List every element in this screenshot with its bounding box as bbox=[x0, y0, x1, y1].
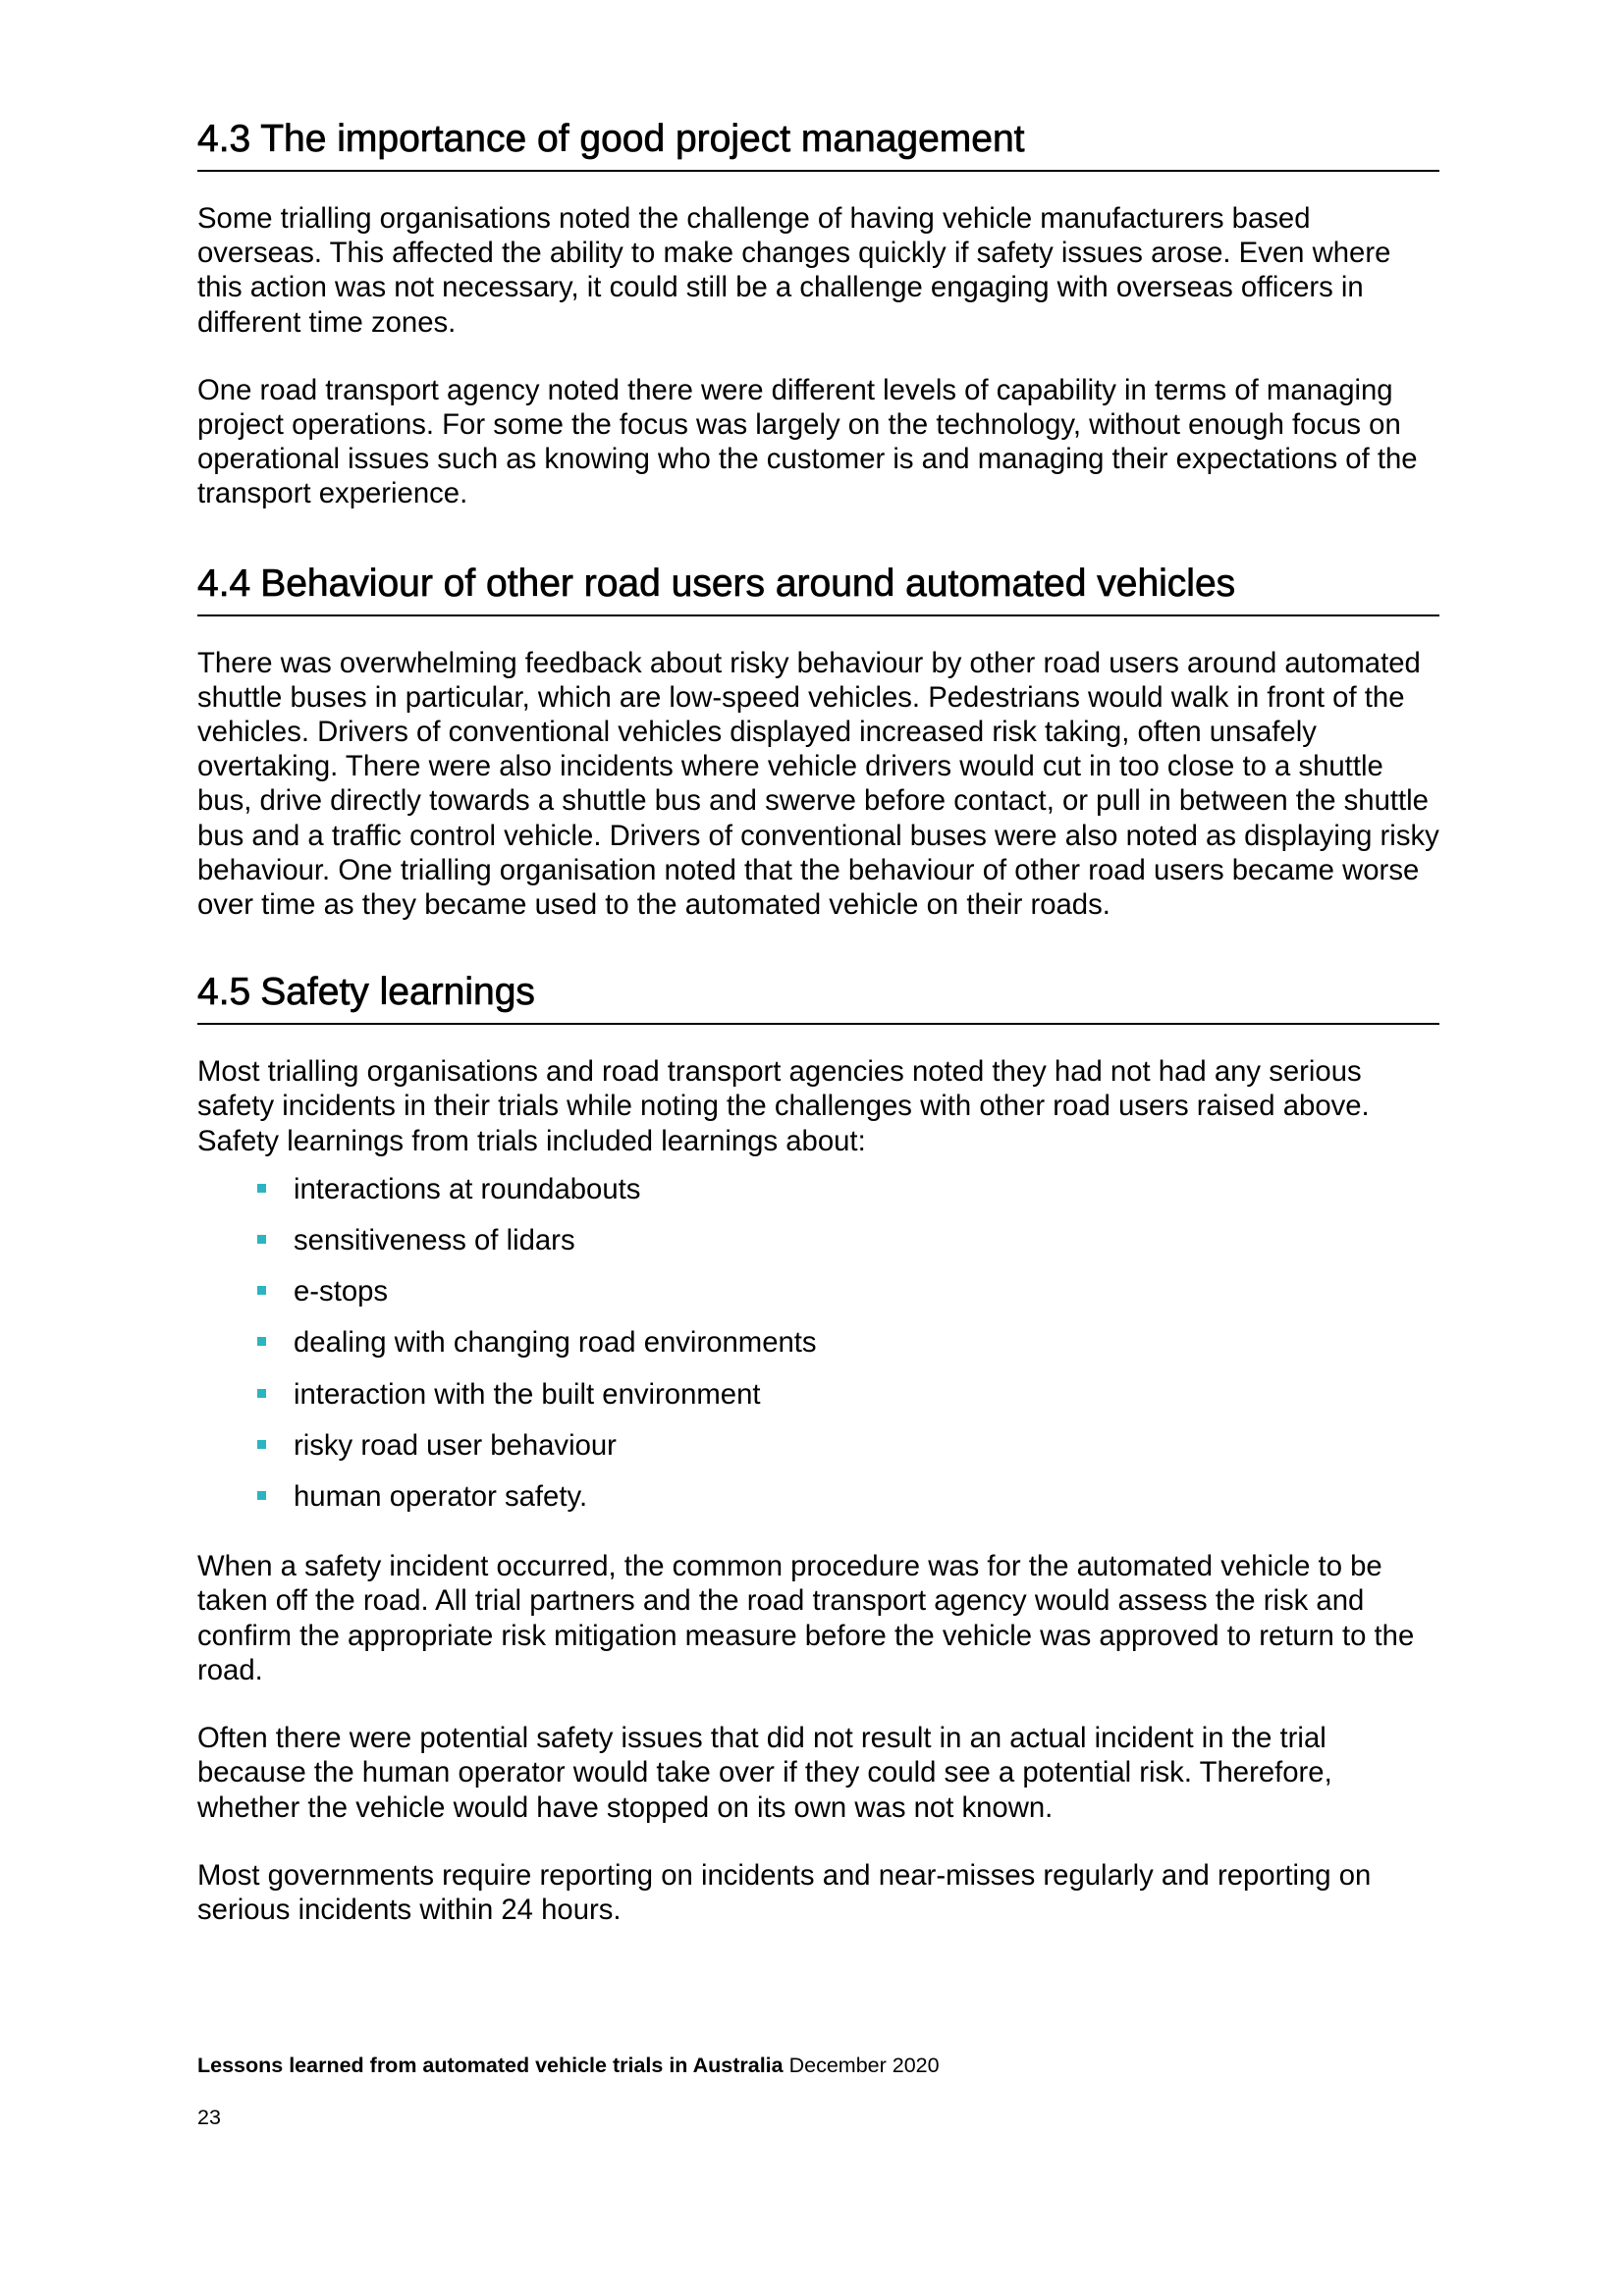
list-item-text: human operator safety. bbox=[294, 1480, 588, 1514]
safety-learnings-list bbox=[197, 1172, 1439, 1514]
square-bullet-icon bbox=[257, 1389, 266, 1398]
section-number: 4.4 bbox=[197, 561, 251, 605]
page-number: 23 bbox=[197, 2106, 221, 2129]
paragraph: Most governments require reporting on incidents and near-misses regularly and reporting on serious incidents within 24 hours. bbox=[197, 1858, 1372, 1926]
list-item-text: dealing with changing road environments bbox=[294, 1326, 817, 1360]
page-footer bbox=[197, 2053, 1439, 2078]
square-bullet-icon bbox=[257, 1440, 266, 1449]
list-item bbox=[257, 1428, 1439, 1463]
section-heading bbox=[197, 561, 1439, 616]
list-item-text: risky road user behaviour bbox=[294, 1428, 617, 1462]
footer-document-title: Lessons learned from automated vehicle trials in Australia bbox=[197, 2054, 784, 2077]
square-bullet-icon bbox=[257, 1286, 266, 1295]
list-item-text: interactions at roundabouts bbox=[294, 1172, 641, 1205]
footer-date: December 2020 bbox=[788, 2054, 940, 2077]
list-item bbox=[257, 1274, 1439, 1308]
list-item bbox=[257, 1325, 1439, 1360]
paragraph: When a safety incident occurred, the common procedure was for the automated vehicle to be taken off the road. All trial partners and the road transport agency would assess the risk and confirm the appropriate risk mitigation measure before the vehicle was approved to return to the road. bbox=[197, 1550, 1415, 1686]
section-title: Safety learnings bbox=[260, 971, 535, 1014]
list-item bbox=[257, 1223, 1439, 1257]
section-heading bbox=[197, 969, 1439, 1025]
section-4-5 bbox=[197, 969, 1439, 1927]
section-title: Behaviour of other road users around automated vehicles bbox=[260, 561, 1236, 605]
paragraph: Often there were potential safety issues that did not result in an actual incident in the trial because the human operator would take over if they could see a potential risk. Therefore, whether the vehicle would have stopped on its own was not known. bbox=[197, 1722, 1332, 1824]
paragraph: Some trialling organisations noted the challenge of having vehicle manufacturers based overseas. This affected the ability to make changes quickly if safety issues arose. Even where this action was not necessary, it could still be a challenge engaging with overseas officers in different time zones. bbox=[197, 202, 1391, 339]
list-item-text: interaction with the built environment bbox=[294, 1377, 761, 1411]
square-bullet-icon bbox=[257, 1235, 266, 1244]
section-4-3 bbox=[197, 116, 1439, 511]
list-item bbox=[257, 1172, 1439, 1206]
section-4-4 bbox=[197, 561, 1439, 923]
section-number: 4.5 bbox=[197, 971, 251, 1014]
paragraph: One road transport agency noted there were different levels of capability in terms of managing project operations. For some the focus was largely on the technology, without enough focus on operational issues such as knowing who the customer is and managing their expectations of the transport experience. bbox=[197, 373, 1418, 510]
section-number: 4.3 bbox=[197, 118, 251, 160]
list-item bbox=[257, 1479, 1439, 1514]
list-item-text: e-stops bbox=[294, 1275, 389, 1308]
list-item-text: sensitiveness of lidars bbox=[294, 1224, 575, 1257]
square-bullet-icon bbox=[257, 1491, 266, 1500]
document-page bbox=[197, 116, 1439, 1927]
paragraph: Most trialling organisations and road transport agencies noted they had not had any serious safety incidents in their trials while noting the challenges with other road users raised above. Safety learnings from trials included learnings about: bbox=[197, 1055, 1370, 1157]
paragraph: There was overwhelming feedback about risky behaviour by other road users around automated shuttle buses in particular, which are low-speed vehicles. Pedestrians would walk in front of the vehicles. Drivers of conventional vehicles displayed increased risk taking, often unsafely overtaking. There were also incidents where vehicle drivers would cut in too close to a shuttle bus, drive directly towards a shuttle bus and swerve before contact, or pull in between the shuttle bus and a traffic control vehicle. Drivers of conventional buses were also noted as displaying risky behaviour. One trialling organisation noted that the behaviour of other road users became worse over time as they became used to the automated vehicle on their roads. bbox=[197, 646, 1439, 922]
list-item bbox=[257, 1377, 1439, 1412]
square-bullet-icon bbox=[257, 1184, 266, 1193]
section-title: The importance of good project management bbox=[260, 118, 1025, 160]
section-heading bbox=[197, 116, 1439, 172]
square-bullet-icon bbox=[257, 1337, 266, 1346]
